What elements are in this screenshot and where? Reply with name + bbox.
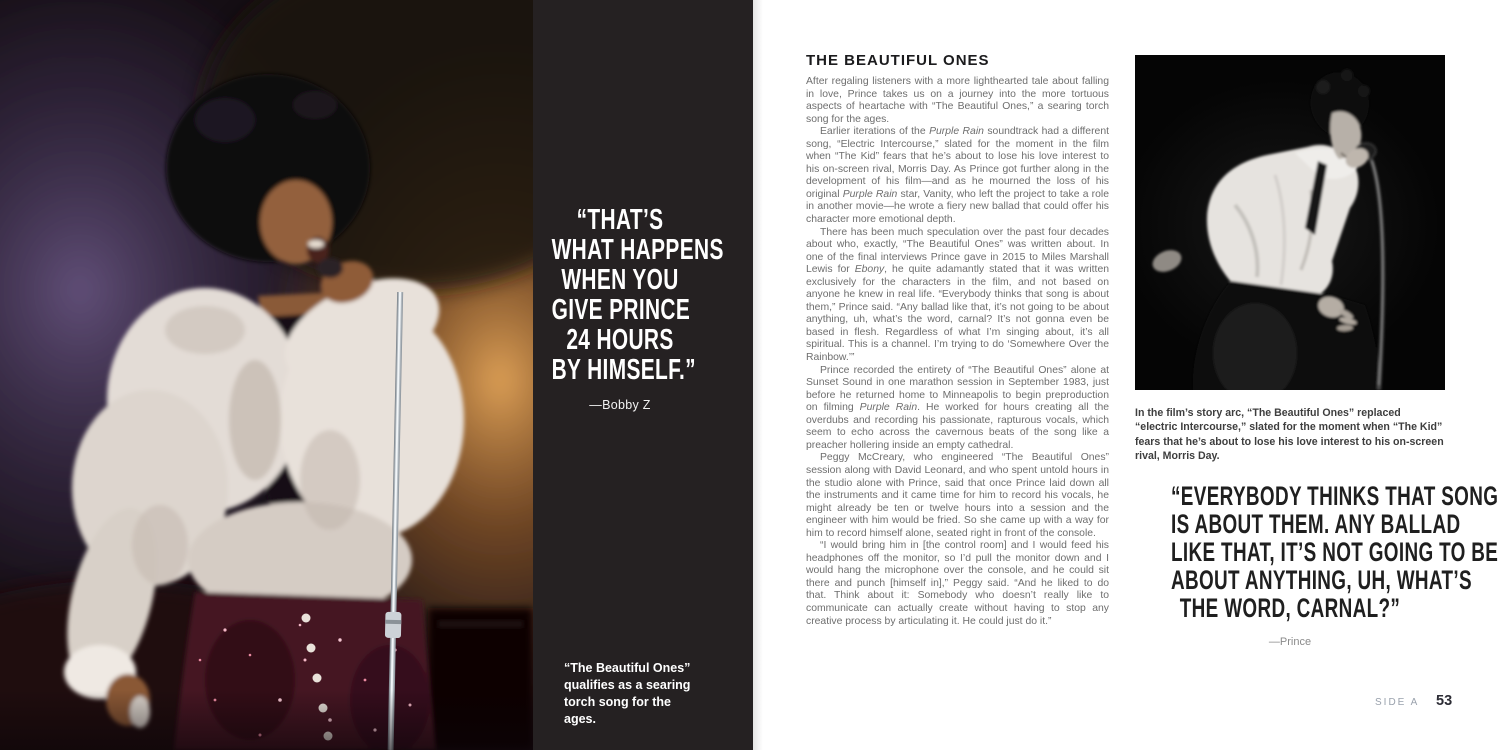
pull-quote-attribution: —Prince bbox=[1268, 636, 1312, 648]
bw-photo-caption: In the film’s story arc, “The Beautiful Ones” replaced “electric Intercourse,” slated for the moment when “The Kid” fears that he’s about to lose his love interest to his on-screen rival, Morris Day. bbox=[1135, 407, 1444, 463]
article-paragraph: “I would bring him in [the control room] and I would feed his headphones off the monitor, so I’d pull the monitor down and I would hang the microphone over the console, and he could sit there and punch [himself in],” Peggy said. “And he liked to do that. Think about it: Somebody who doesn’t really like to communicate can actually create without having to stop any creative process by articulating it. He could just do it.” bbox=[806, 540, 1109, 627]
article-body bbox=[806, 76, 1109, 628]
quote-line: ABOUT ANYTHING, UH, WHAT’S bbox=[1171, 565, 1472, 595]
photo-column bbox=[1135, 55, 1445, 464]
article bbox=[806, 52, 1109, 628]
article-paragraph: Peggy McCreary, who engineered “The Beautiful Ones” session along with David Leonard, and who spent untold hours in the studio alone with Prince, said that once Prince laid down all the instruments and it came time for him to record his vocals, he might already be ten or twelve hours into a session and the engineer with him would be fried. So she came up with a way for him to record himself alone, seated right in front of the console. bbox=[806, 452, 1109, 539]
quote-line: IS ABOUT THEM. ANY BALLAD bbox=[1171, 509, 1461, 539]
footer-side-label: SIDE A bbox=[1375, 697, 1420, 708]
left-pull-quote bbox=[525, 204, 724, 412]
right-page bbox=[753, 0, 1500, 750]
left-photo-caption: “The Beautiful Ones” qualifies as a searing torch song for the ages. bbox=[564, 661, 691, 726]
footer-page-number: 53 bbox=[1436, 693, 1453, 709]
quote-line: LIKE THAT, IT’S NOT GOING TO BE bbox=[1171, 537, 1499, 567]
bw-photo bbox=[1135, 55, 1445, 390]
left-quote-lines bbox=[525, 204, 724, 386]
page-fold-shadow bbox=[753, 0, 763, 750]
article-paragraph: There has been much speculation over the past four decades about who, exactly, “The Beautiful Ones” was written about. In one of the final interviews Prince gave in 2015 to Miles Marshall Lewis for Ebony, he quite adamantly stated that it was written exclusively for the characters in the film, and not based on anyone he knew in real life. “Everybody thinks that song is about them,” Prince said. “Any ballad like that, it’s not going to be about anything, uh, what’s the word, carnal? It’s not gonna even be based in flesh. Regardless of what I’m singing about, it’s all spiritual. This is a channel. I’m trying to do ‘Somewhere Over the Rainbow.’” bbox=[806, 226, 1109, 364]
left-page-photo bbox=[0, 0, 533, 750]
article-paragraph: Earlier iterations of the Purple Rain soundtrack had a different song, “Electric Intercourse,” slated for the moment in the film when “The Kid” fears that he’s about to lose his love interest to his on-screen rival, Morris Day. As Prince got further along in the development of his film—and as he mourned the loss of his original Purple Rain star, Vanity, who left the project to take a role in another movie—he wrote a fiery new ballad that could offer his character more emotional depth. bbox=[806, 126, 1109, 226]
pull-quote-lines bbox=[1120, 481, 1499, 623]
quote-line: THE WORD, CARNAL?” bbox=[1179, 593, 1401, 623]
left-quote-attribution: —Bobby Z bbox=[589, 398, 651, 412]
prince-bw-photo bbox=[1135, 55, 1445, 390]
quote-line: 24 HOURS bbox=[566, 324, 674, 356]
quote-line: “EVERYBODY THINKS THAT SONG bbox=[1171, 481, 1499, 511]
quote-line: WHAT HAPPENS bbox=[551, 234, 724, 266]
black-quote-panel bbox=[533, 0, 753, 750]
prince-color-photo bbox=[0, 0, 533, 750]
quote-line: “THAT’S bbox=[576, 204, 664, 236]
article-heading: THE BEAUTIFUL ONES bbox=[806, 52, 990, 69]
quote-line: BY HIMSELF.” bbox=[551, 354, 696, 386]
quote-line: WHEN YOU bbox=[561, 264, 679, 296]
pull-quote bbox=[1120, 481, 1499, 648]
article-paragraph: After regaling listeners with a more lighthearted tale about falling in love, Prince takes us on a journey into the more tortuous aspects of heartache with “The Beautiful Ones,” a searing torch song for the ages. bbox=[806, 76, 1109, 125]
quote-line: GIVE PRINCE bbox=[551, 294, 691, 326]
article-paragraph: Prince recorded the entirety of “The Beautiful Ones” alone at Sunset Sound in one marathon session in September 1983, just before he returned home to Minneapolis to begin preproduction on filming Purple Rain. He worked for hours creating all the overdubs and recording his passionate, rapturous vocals, which seem to echo across the cavernous beats of the song like a preacher hollering inside an empty cathedral. bbox=[806, 364, 1110, 451]
